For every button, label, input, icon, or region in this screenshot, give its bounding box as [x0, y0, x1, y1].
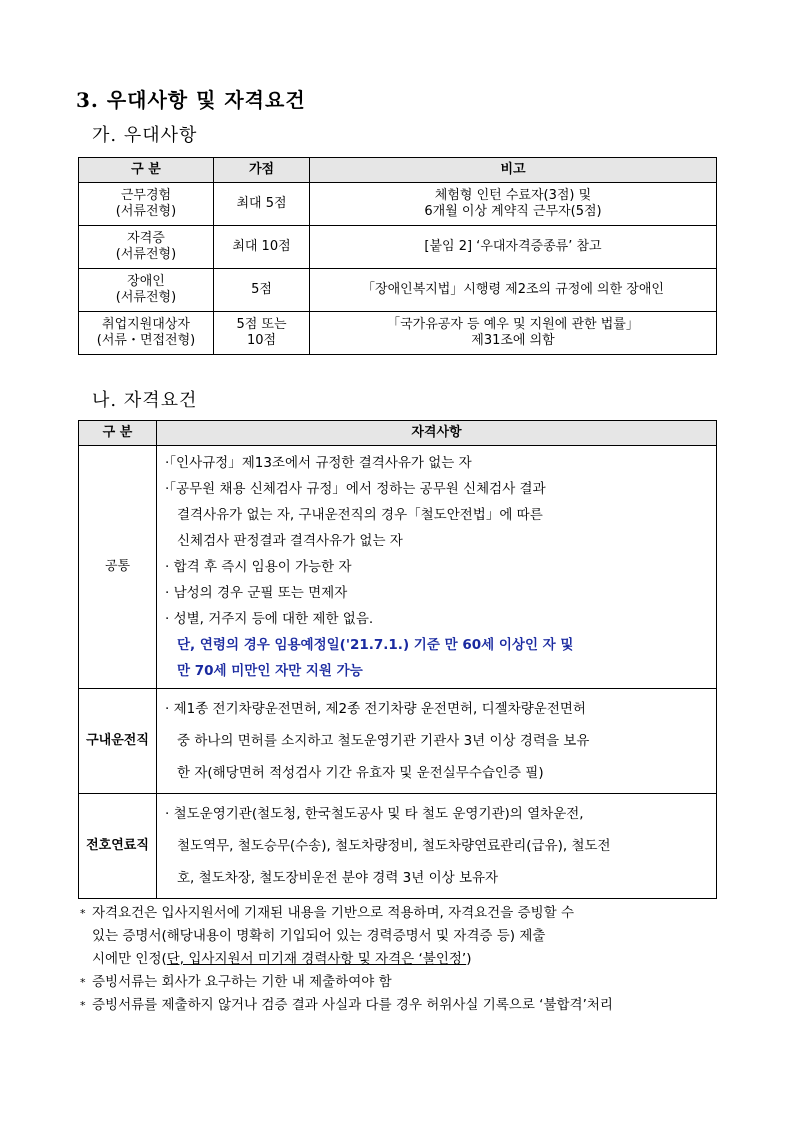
preference-table — [78, 157, 717, 355]
table-row — [79, 446, 717, 689]
category-cell: 근무경험 (서류전형) — [79, 183, 214, 226]
category-cell: 자격증 (서류전형) — [79, 226, 214, 269]
preference-heading: 가. 우대사항 — [92, 125, 198, 146]
table-row — [79, 226, 717, 269]
asterisk-bullet: * — [80, 999, 86, 1012]
asterisk-bullet: * — [80, 907, 86, 920]
qualification-heading: 나. 자격요건 — [92, 390, 198, 411]
category-cell: 취업지원대상자 (서류・면접전형) — [79, 312, 214, 355]
note-item: * 증빙서류는 회사가 요구하는 기한 내 제출하여야 함 — [80, 971, 720, 994]
table-row — [79, 269, 717, 312]
header-category: 구 분 — [79, 421, 157, 446]
note-cell: 체험형 인턴 수료자(3점) 및 6개월 이상 계약직 근무자(5점) — [310, 183, 717, 226]
requirements-driver: · 제1종 전기차량운전면허, 제2종 전기차량 운전면허, 디젤차량운전면허 중 하나의 면허를 소지하고 철도운영기관 기관사 3년 이상 경력을 보유 한 자(해당면허 적성검사 기간 유효자 및 운전실무수습인증 필) — [157, 689, 717, 794]
note-cell: [붙임 2] ‘우대자격증종류’ 참고 — [310, 226, 717, 269]
note-cell: 「장애인복지법」시행령 제2조의 규정에 의한 장애인 — [310, 269, 717, 312]
points-cell: 5점 — [214, 269, 310, 312]
requirements-signal-fuel: · 철도운영기관(철도청, 한국철도공사 및 타 철도 운영기관)의 열차운전, 철도역무, 철도승무(수송), 철도차량정비, 철도차량연료관리(급유), 철도전 호, 철도차장, 철도장비운전 분야 경력 3년 이상 보유자 — [157, 794, 717, 899]
points-cell: 최대 10점 — [214, 226, 310, 269]
category-cell: 장애인 (서류전형) — [79, 269, 214, 312]
note-item: * 자격요건은 입사지원서에 기재된 내용을 기반으로 적용하며, 자격요건을 증빙할 수 — [80, 902, 720, 925]
category-driver: 구내운전직 — [79, 689, 157, 794]
table-row — [79, 312, 717, 355]
note-item: * 증빙서류를 제출하지 않거나 검증 결과 사실과 다를 경우 허위사실 기록으로 ‘불합격’처리 — [80, 994, 720, 1017]
qualification-header-row — [79, 421, 717, 446]
table-row — [79, 794, 717, 899]
qualification-table — [78, 420, 717, 899]
header-requirements: 자격사항 — [157, 421, 717, 446]
asterisk-bullet: * — [80, 976, 86, 989]
age-restriction-note: 만 70세 미만인 자만 지원 가능 — [177, 663, 363, 679]
note-cell: 「국가유공자 등 예우 및 지원에 관한 법률」 제31조에 의함 — [310, 312, 717, 355]
category-signal-fuel: 전호연료직 — [79, 794, 157, 899]
notes-section: * 자격요건은 입사지원서에 기재된 내용을 기반으로 적용하며, 자격요건을 증빙할 수 있는 증명서(해당내용이 명확히 기입되어 있는 경력증명서 및 자격증 등) 제출 시에만 인정(단, 입사지원서 미기재 경력사항 및 자격은 ‘불인정’) * 증빙서류는 회사가 요구하는 기한 내 제출하여야 함 * 증빙서류를 제출하지 않거나 검증 결과 사실과 다를 경우 허위사실 기록으로 ‘불합격’처리 — [80, 902, 720, 1017]
header-category: 구 분 — [79, 158, 214, 183]
header-points: 가점 — [214, 158, 310, 183]
requirements-common: ·「인사규정」제13조에서 규정한 결격사유가 없는 자 ·「공무원 채용 신체검사 규정」에서 정하는 공무원 신체검사 결과 결격사유가 없는 자, 구내운전직의 경우「철도안전법」에 따른 신체검사 판정결과 결격사유가 없는 자 · 합격 후 즉시 임용이 가능한 자 · 남성의 경우 군필 또는 면제자 · 성별, 거주지 등에 대한 제한 없음. 단, 연령의 경우 임용예정일('21.7.1.) 기준 만 60세 이상인 자 및 만 70세 미만인 자만 지원 가능 — [157, 446, 717, 689]
table-row — [79, 689, 717, 794]
underlined-note: 단, 입사지원서 미기재 경력사항 및 자격은 ‘불인정’ — [166, 951, 467, 967]
table-row — [79, 183, 717, 226]
preference-header-row — [79, 158, 717, 183]
section-title: 3. 우대사항 및 자격요건 — [76, 88, 306, 112]
points-cell: 5점 또는 10점 — [214, 312, 310, 355]
points-cell: 최대 5점 — [214, 183, 310, 226]
category-common: 공통 — [79, 446, 157, 689]
header-note: 비고 — [310, 158, 717, 183]
age-restriction-note: 단, 연령의 경우 임용예정일('21.7.1.) 기준 만 60세 이상인 자 및 — [177, 637, 574, 653]
